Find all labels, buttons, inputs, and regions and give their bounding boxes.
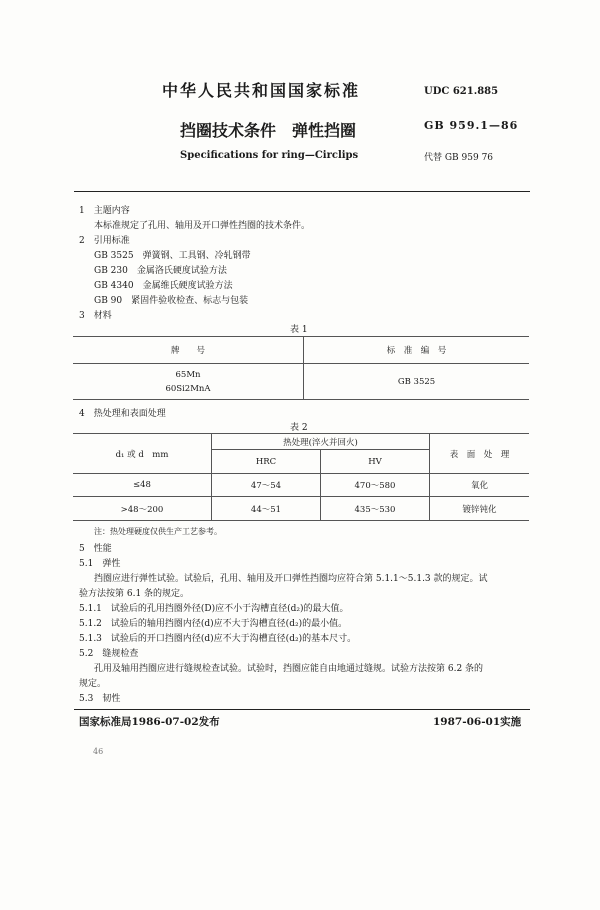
section-5-1-heading: 5.1 弹性 [79, 559, 121, 569]
section-3-heading: 3 材料 [79, 311, 112, 321]
reference-item: GB 230 金属洛氏硬度试验方法 [94, 266, 227, 276]
table-2-caption: 表 2 [290, 423, 308, 433]
udc-code: UDC 621.885 [424, 86, 499, 97]
table-2-hv: 435～530 [321, 497, 430, 521]
section-5-2-text-line1: 孔用及轴用挡圈应进行缝规检查试验。试验时，挡圈应能自由地通过缝规。试验方法按第 6.2 条的 [94, 664, 484, 674]
section-5-2-heading: 5.2 缝规检查 [79, 649, 139, 659]
table-2-surface: 氧化 [430, 474, 530, 497]
header-rule [74, 191, 530, 192]
reference-item: GB 3525 弹簧钢、工具钢、冷轧钢带 [94, 251, 251, 261]
section-5-heading: 5 性能 [79, 544, 112, 554]
table-2 [73, 433, 529, 521]
grade-65mn: 65Mn [175, 369, 201, 380]
section-1-heading: 1 主题内容 [79, 206, 130, 216]
issued-date: 国家标准局1986-07-02发布 [79, 716, 220, 728]
section-4-heading: 4 热处理和表面处理 [79, 409, 166, 419]
table-2-header-size: d₁ 或 d mm [73, 434, 212, 474]
reference-item: GB 90 紧固件验收检查、标志与包装 [94, 296, 249, 306]
effective-date: 1987-06-01实施 [433, 716, 522, 728]
replaces-note: 代替 GB 959 76 [424, 153, 494, 163]
table-2-hrc: 47～54 [212, 474, 321, 497]
table-2-header-heat-treatment: 热处理(淬火并回火) [212, 434, 430, 450]
section-2-heading: 2 引用标准 [79, 236, 130, 246]
standard-number: GB 959.1—86 [424, 119, 519, 132]
table-row [73, 497, 529, 521]
footer-rule [74, 709, 530, 710]
table-1-header-standard: 标 准 编 号 [304, 337, 530, 364]
table-2-hrc: 44～51 [212, 497, 321, 521]
section-5-1-text-line1: 挡圈应进行弹性试验。试验后，孔用、轴用及开口弹性挡圈均应符合第 5.1.1～5.1.3 款的规定。试 [94, 574, 488, 584]
table-2-note: 注：热处理硬度仅供生产工艺参考。 [94, 527, 222, 536]
document-title: 挡圈技术条件 弹性挡圈 [180, 121, 357, 140]
table-1 [73, 336, 529, 400]
page-number: 46 [93, 747, 104, 756]
table-1-grade-cell [73, 364, 304, 400]
table-2-size: ≤48 [73, 474, 212, 497]
clause-5-1-3: 5.1.3 试验后的开口挡圈内径(d)应不大于沟槽直径(d₂)的基本尺寸。 [79, 634, 357, 644]
section-5-3-heading: 5.3 韧性 [79, 694, 121, 704]
section-5-2-text-line2: 规定。 [79, 679, 107, 689]
section-5-1-text-line2: 验方法按第 6.1 条的规定。 [79, 589, 190, 599]
table-2-header-surface: 表 面 处 理 [430, 434, 530, 474]
clause-5-1-2: 5.1.2 试验后的轴用挡圈内径(d)应不大于沟槽直径(d₂)的最小值。 [79, 619, 348, 629]
table-1-caption: 表 1 [290, 325, 308, 335]
clause-5-1-1: 5.1.1 试验后的孔用挡圈外径(D)应不小于沟槽直径(d₂)的最大值。 [79, 604, 349, 614]
table-2-surface: 镀锌钝化 [430, 497, 530, 521]
table-2-header-hv: HV [321, 450, 430, 474]
english-title: Specifications for ring—Circlips [180, 150, 359, 161]
table-2-hv: 470～580 [321, 474, 430, 497]
section-1-text: 本标准规定了孔用、轴用及开口弹性挡圈的技术条件。 [94, 221, 311, 231]
reference-item: GB 4340 金属维氏硬度试验方法 [94, 281, 233, 291]
grade-60si2mna: 60Si2MnA [165, 383, 211, 394]
table-1-standard-cell: GB 3525 [304, 364, 530, 400]
table-row [73, 474, 529, 497]
issuing-org-heading: 中华人民共和国国家标准 [162, 81, 361, 100]
table-1-header-grade: 牌 号 [73, 337, 304, 364]
table-2-size: >48～200 [73, 497, 212, 521]
table-2-header-hrc: HRC [212, 450, 321, 474]
